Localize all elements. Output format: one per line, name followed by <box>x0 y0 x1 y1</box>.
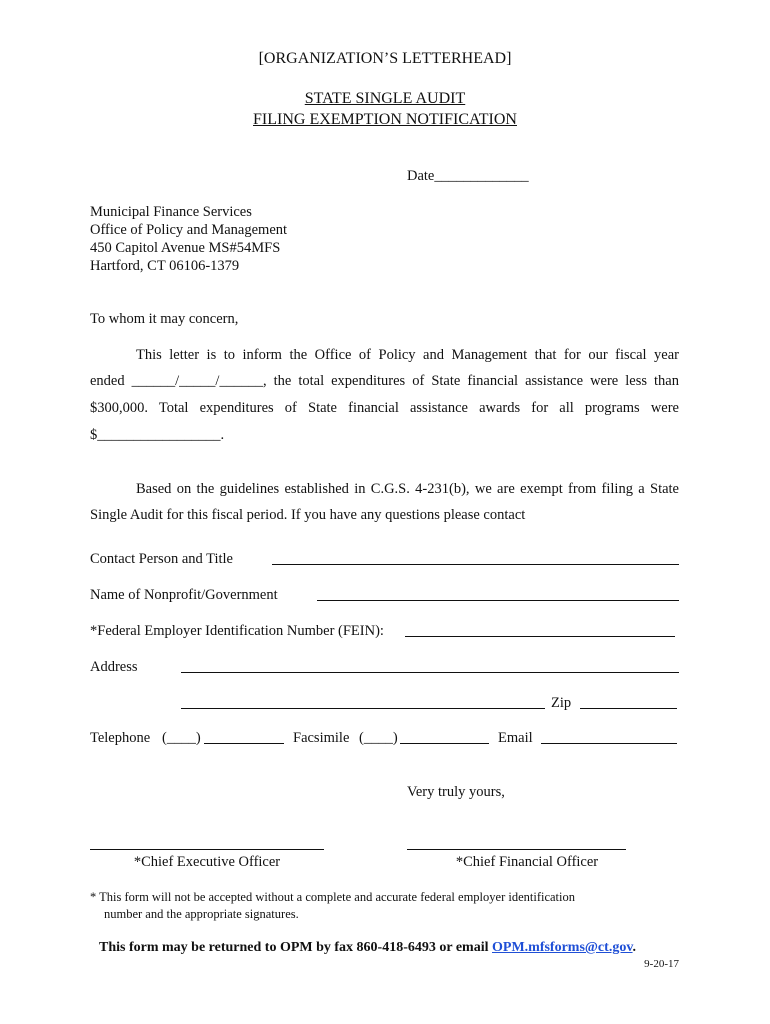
letterhead-placeholder: [ORGANIZATION’S LETTERHEAD] <box>258 50 512 67</box>
ceo-signature-label: *Chief Executive Officer <box>133 854 281 870</box>
form-title-line1: STATE SINGLE AUDIT <box>304 90 466 107</box>
zip-label: Zip <box>551 695 572 711</box>
telephone-label: Telephone <box>90 730 151 746</box>
zip-input[interactable] <box>580 708 677 709</box>
nonprofit-name-label: Name of Nonprofit/Government <box>90 587 278 603</box>
return-instructions-text: This form may be returned to OPM by fax 860-418-6493 or email <box>99 940 492 955</box>
recipient-line-3: 450 Capitol Avenue MS#54MFS <box>90 240 281 256</box>
cfo-signature-line[interactable] <box>407 849 626 850</box>
address-line2-input[interactable] <box>181 708 545 709</box>
revision-date: 9-20-17 <box>644 958 679 970</box>
facsimile-label: Facsimile <box>293 730 350 746</box>
nonprofit-name-input[interactable] <box>317 600 679 601</box>
contact-person-input[interactable] <box>272 564 679 565</box>
telephone-area-code[interactable]: (____) <box>162 730 201 746</box>
facsimile-input[interactable] <box>400 743 489 744</box>
fein-label: *Federal Employer Identification Number (FEIN): <box>90 623 384 639</box>
footnote-line1: * This form will not be accepted without a complete and accurate federal employer identification <box>90 890 575 904</box>
paragraph2-line2: Single Audit for this fiscal period. If you have any questions please contact <box>90 507 526 523</box>
closing: Very truly yours, <box>407 784 505 800</box>
return-instructions-period: . <box>632 940 637 955</box>
return-instructions <box>99 939 636 957</box>
address-line1-input[interactable] <box>181 672 679 673</box>
paragraph1-line3: $300,000. Total expenditures of State financial assistance awards for all programs were <box>90 400 679 416</box>
recipient-line-2: Office of Policy and Management <box>90 222 288 238</box>
date-label: Date <box>407 168 435 184</box>
footnote-line2: number and the appropriate signatures. <box>104 907 299 921</box>
recipient-line-1: Municipal Finance Services <box>90 204 252 220</box>
recipient-line-4: Hartford, CT 06106-1379 <box>90 258 240 274</box>
date-blank[interactable]: _____________ <box>434 168 529 184</box>
cfo-signature-label: *Chief Financial Officer <box>455 854 599 870</box>
email-input[interactable] <box>541 743 677 744</box>
total-expenditures-blank[interactable]: $_________________. <box>90 427 225 443</box>
contact-person-label: Contact Person and Title <box>90 551 233 567</box>
opm-email-link[interactable]: OPM.mfsforms@ct.gov <box>492 940 633 955</box>
salutation: To whom it may concern, <box>90 311 239 327</box>
form-title-line2: FILING EXEMPTION NOTIFICATION <box>253 111 517 128</box>
date-field[interactable] <box>407 167 529 185</box>
facsimile-area-code[interactable]: (____) <box>359 730 398 746</box>
email-label: Email <box>498 730 533 746</box>
ceo-signature-line[interactable] <box>90 849 324 850</box>
paragraph2-line1: Based on the guidelines established in C.G.S. 4-231(b), we are exempt from filing a State <box>136 481 679 497</box>
paragraph1-line1: This letter is to inform the Office of Policy and Management that for our fiscal year <box>136 347 679 363</box>
address-label: Address <box>90 659 138 675</box>
fein-input[interactable] <box>405 636 675 637</box>
telephone-input[interactable] <box>204 743 284 744</box>
paragraph1-line2[interactable]: ended ______/_____/______, the total expenditures of State financial assistance were less than <box>90 373 679 389</box>
